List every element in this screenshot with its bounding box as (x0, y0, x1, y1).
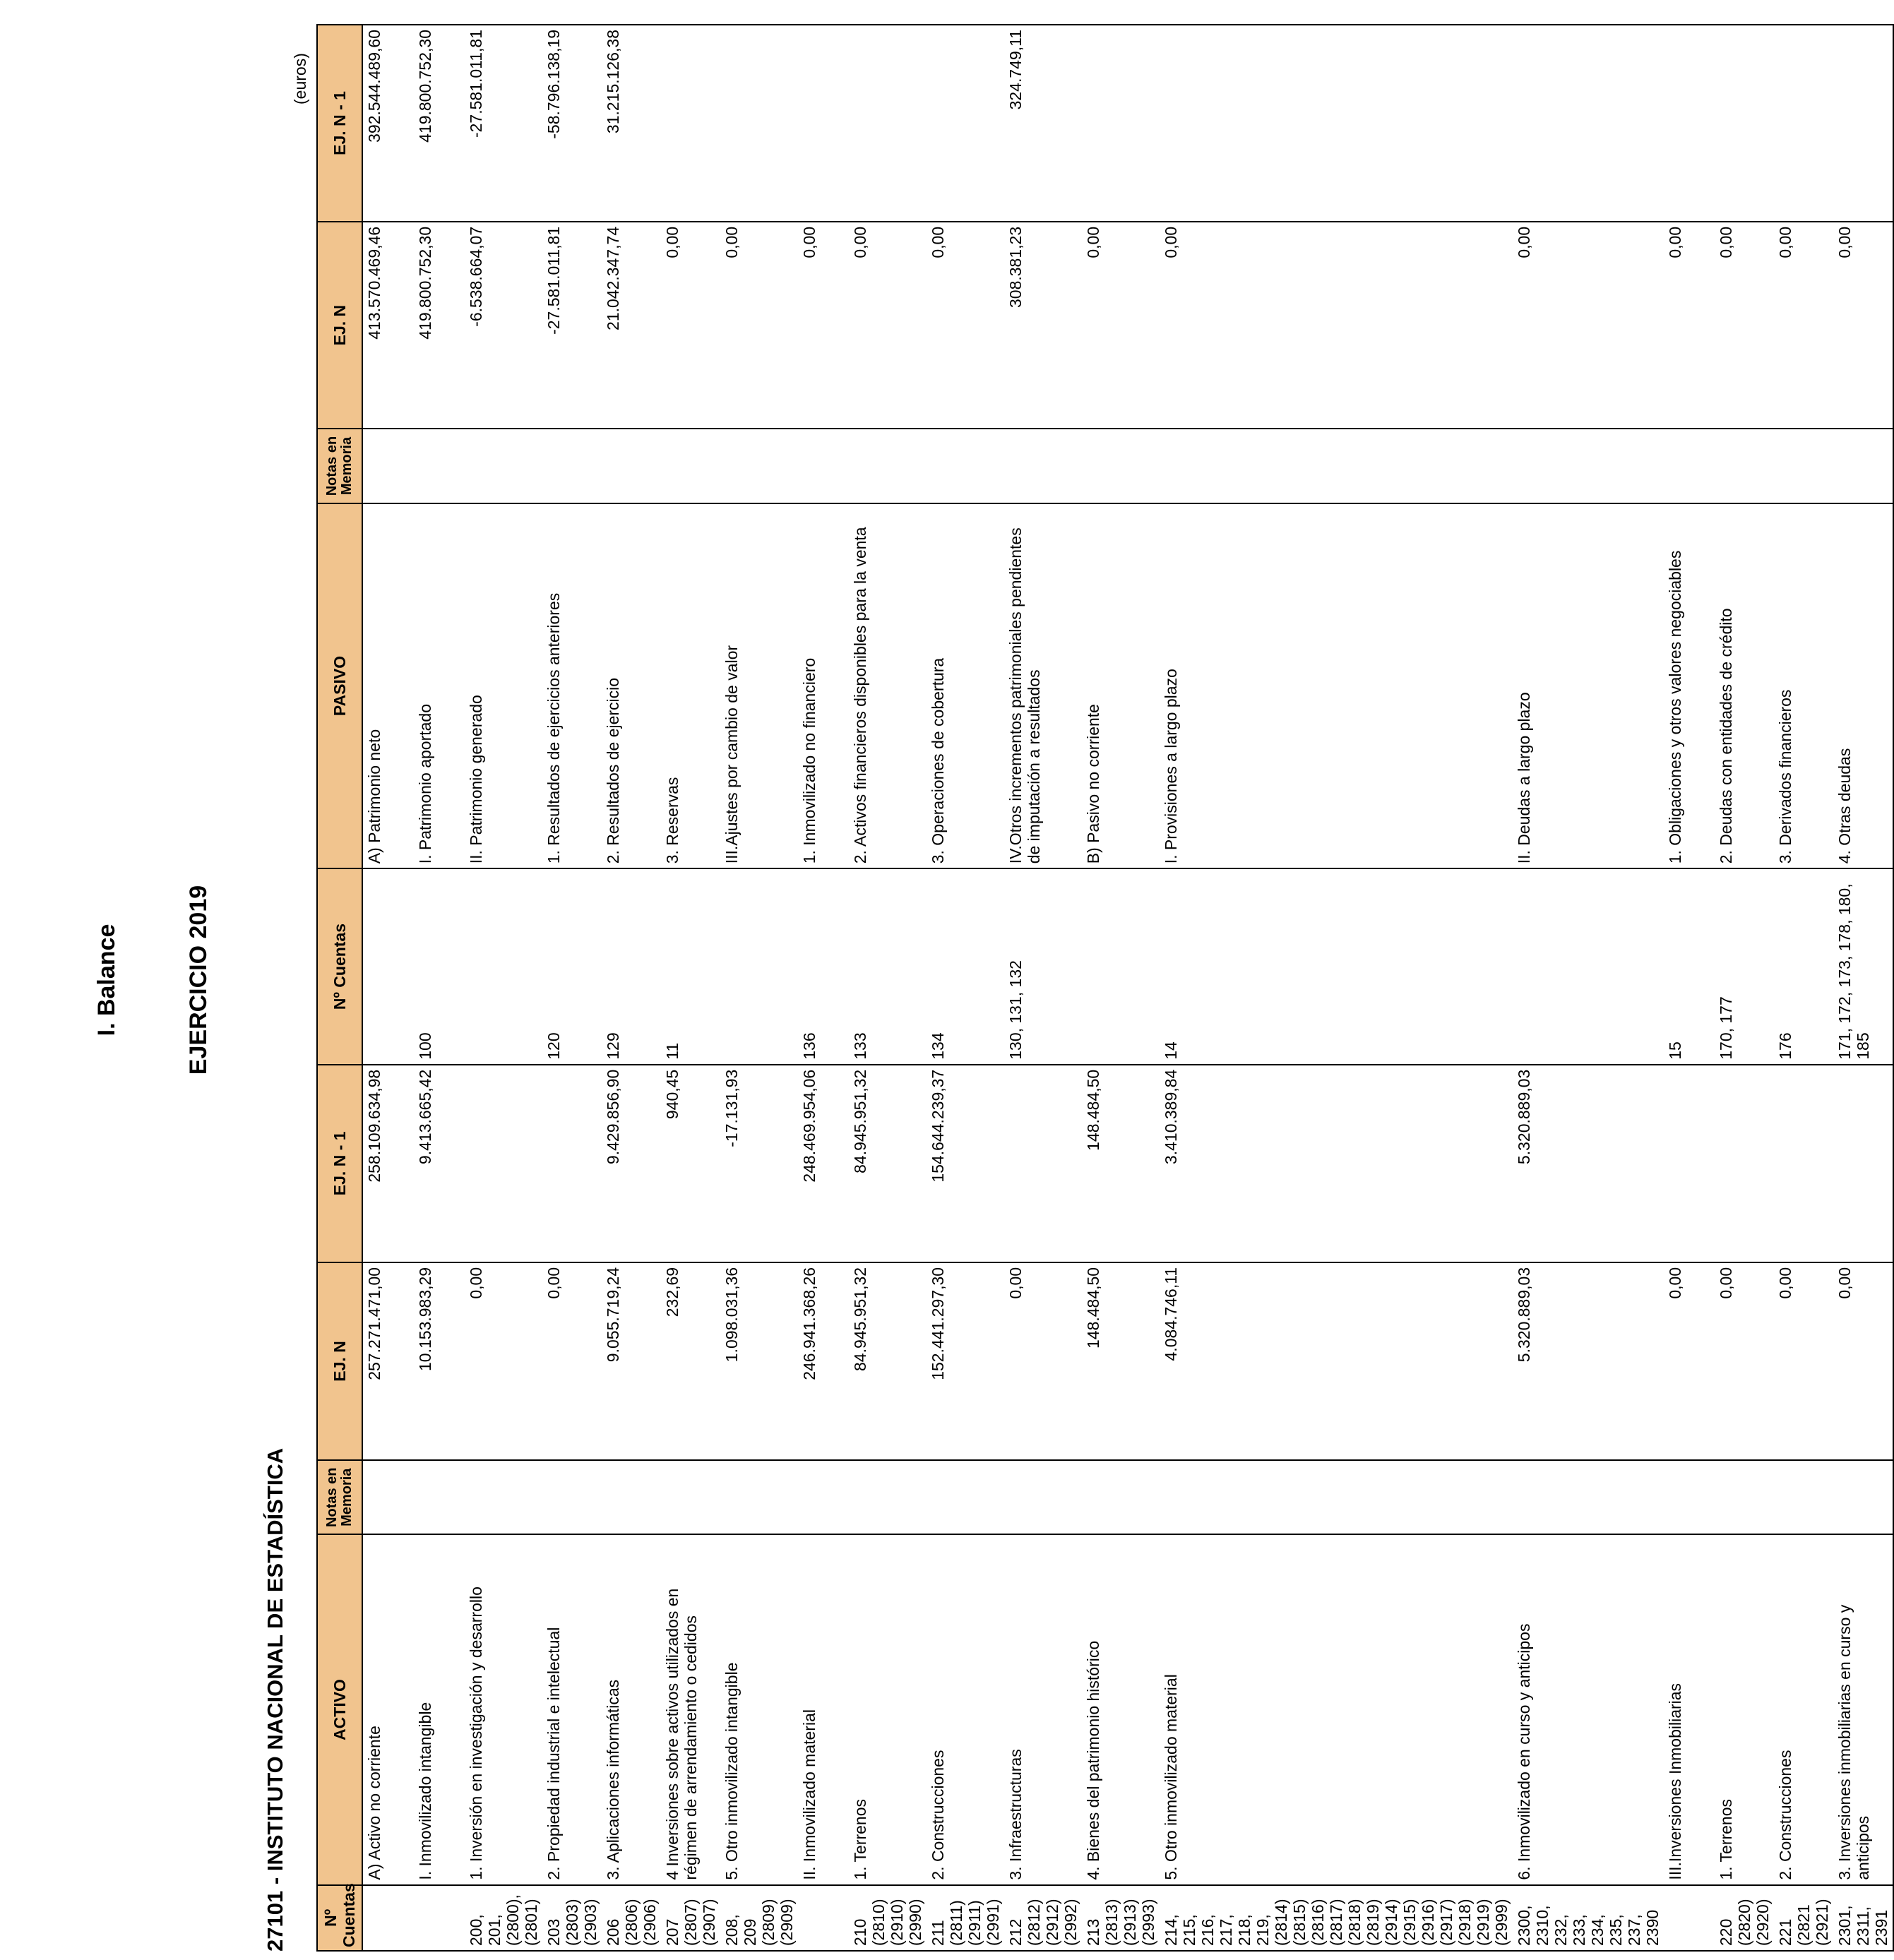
pasivo-cell: I. Patrimonio aportado (414, 503, 465, 869)
cuentas-pasivo-cell (1082, 868, 1160, 1064)
ej-n1-pasivo-cell (1664, 25, 1715, 222)
notas-activo-cell (1774, 1460, 1833, 1534)
table-row (927, 25, 1004, 1951)
ej-n-activo-cell: 0,00 (1774, 1262, 1833, 1460)
activo-cell: 1. Terrenos (1715, 1534, 1774, 1884)
pasivo-cell: II. Patrimonio generado (465, 503, 542, 869)
ej-n-activo-cell: 0,00 (1715, 1262, 1774, 1460)
pasivo-cell: IV.Otros incrementos patrimoniales pendientes de imputación a resultados (1004, 503, 1082, 869)
ej-n-activo-cell: 232,69 (661, 1262, 720, 1460)
table-row (602, 25, 661, 1951)
pasivo-cell: 1. Obligaciones y otros valores negociables (1664, 503, 1715, 869)
header-ej-n1-activo: EJ. N - 1 (317, 1065, 362, 1262)
cuentas-pasivo-cell: 136 (798, 868, 849, 1064)
cuentas-activo-cell: 220 (2820) (2920) (1715, 1885, 1774, 1951)
table-row (362, 25, 414, 1951)
ej-n-pasivo-cell: 0,00 (1664, 222, 1715, 429)
cuentas-activo-cell: 200, 201, (2800), (2801) (465, 1885, 542, 1951)
header-activo: ACTIVO (317, 1534, 362, 1884)
ej-n1-pasivo-cell (1082, 25, 1160, 222)
cuentas-activo-cell: 212 (2812) (2912) (2992) (1004, 1885, 1082, 1951)
cuentas-activo-cell: 214, 215, 216, 217, 218, 219, (2814) (2815) (2816) (2817) (2818) (2819) (2914) (2915) (2916) (2917) (2918) (2919) (2999) (1160, 1885, 1513, 1951)
activo-cell: 3. Infraestructuras (1004, 1534, 1082, 1884)
ej-n1-pasivo-cell: 419.800.752,30 (414, 25, 465, 222)
notas-activo-cell (542, 1460, 602, 1534)
ej-n-pasivo-cell: 0,00 (1160, 222, 1513, 429)
notas-pasivo-cell (1513, 429, 1664, 503)
ej-n1-activo-cell: 248.469.954,06 (798, 1065, 849, 1262)
ej-n-activo-cell: 0,00 (1664, 1262, 1715, 1460)
notas-activo-cell (798, 1460, 849, 1534)
ej-n1-activo-cell: 258.109.634,98 (362, 1065, 414, 1262)
notas-pasivo-cell (1082, 429, 1160, 503)
table-row (465, 25, 542, 1951)
notas-activo-cell (1833, 1460, 1893, 1534)
ej-n-activo-cell: 0,00 (465, 1262, 542, 1460)
cuentas-activo-cell (414, 1885, 465, 1951)
table-body (362, 25, 1893, 1951)
ej-n1-activo-cell (542, 1065, 602, 1262)
ej-n-pasivo-cell: 0,00 (1833, 222, 1893, 429)
pasivo-cell: 2. Resultados de ejercicio (602, 503, 661, 869)
cuentas-pasivo-cell: 120 (542, 868, 602, 1064)
notas-pasivo-cell (602, 429, 661, 503)
table-row (798, 25, 849, 1951)
table-row (1774, 25, 1833, 1951)
table-row (1715, 25, 1774, 1951)
ej-n-activo-cell: 257.271.471,00 (362, 1262, 414, 1460)
header-cuentas-pasivo: Nº Cuentas (317, 868, 362, 1064)
table-row (661, 25, 720, 1951)
ej-n-activo-cell: 0,00 (1833, 1262, 1893, 1460)
pasivo-cell: I. Provisiones a largo plazo (1160, 503, 1513, 869)
pasivo-cell: 1. Resultados de ejercicios anteriores (542, 503, 602, 869)
table-row (1082, 25, 1160, 1951)
notas-activo-cell (362, 1460, 414, 1534)
notas-pasivo-cell (362, 429, 414, 503)
ej-n1-pasivo-cell (1513, 25, 1664, 222)
pasivo-cell: 2. Deudas con entidades de crédito (1715, 503, 1774, 869)
activo-cell: 4. Bienes del patrimonio histórico (1082, 1534, 1160, 1884)
notas-activo-cell (927, 1460, 1004, 1534)
notas-pasivo-cell (1715, 429, 1774, 503)
table-row (1664, 25, 1715, 1951)
ej-n1-pasivo-cell: 324.749,11 (1004, 25, 1082, 222)
cuentas-pasivo-cell (362, 868, 414, 1064)
ej-n1-pasivo-cell: 392.544.489,60 (362, 25, 414, 222)
ej-n-pasivo-cell: 419.800.752,30 (414, 222, 465, 429)
cuentas-pasivo-cell: 15 (1664, 868, 1715, 1064)
pasivo-cell: II. Deudas a largo plazo (1513, 503, 1664, 869)
activo-cell: 3. Inversiones inmobiliarias en curso y anticipos (1833, 1534, 1893, 1884)
notas-pasivo-cell (542, 429, 602, 503)
notas-activo-cell (661, 1460, 720, 1534)
ej-n1-activo-cell (1774, 1065, 1833, 1262)
cuentas-pasivo-cell: 100 (414, 868, 465, 1064)
ej-n-activo-cell: 246.941.368,26 (798, 1262, 849, 1460)
activo-cell: 5. Otro inmovilizado material (1160, 1534, 1513, 1884)
cuentas-pasivo-cell: 129 (602, 868, 661, 1064)
notas-activo-cell (1160, 1460, 1513, 1534)
activo-cell: 1. Inversión en investigación y desarrollo (465, 1534, 542, 1884)
activo-cell: 1. Terrenos (849, 1534, 927, 1884)
ej-n-activo-cell: 148.484,50 (1082, 1262, 1160, 1460)
notas-activo-cell (414, 1460, 465, 1534)
ej-n-activo-cell: 5.320.889,03 (1513, 1262, 1664, 1460)
cuentas-pasivo-cell: 170, 177 (1715, 868, 1774, 1064)
notas-pasivo-cell (849, 429, 927, 503)
activo-cell: 3. Aplicaciones informáticas (602, 1534, 661, 1884)
ej-n-pasivo-cell: 0,00 (1513, 222, 1664, 429)
pasivo-cell: 2. Activos financieros disponibles para la venta (849, 503, 927, 869)
ej-n-pasivo-cell: 0,00 (849, 222, 927, 429)
activo-cell: 6. Inmovilizado en curso y anticipos (1513, 1534, 1664, 1884)
ej-n1-pasivo-cell (1833, 25, 1893, 222)
notas-pasivo-cell (1774, 429, 1833, 503)
ej-n-pasivo-cell: 0,00 (1774, 222, 1833, 429)
cuentas-activo-cell: 206 (2806) (2906) (602, 1885, 661, 1951)
ej-n1-activo-cell: -17.131,93 (720, 1065, 798, 1262)
ej-n1-activo-cell (1004, 1065, 1082, 1262)
notas-pasivo-cell (1833, 429, 1893, 503)
notas-pasivo-cell (661, 429, 720, 503)
notas-pasivo-cell (1004, 429, 1082, 503)
ej-n-pasivo-cell: 413.570.469,46 (362, 222, 414, 429)
pasivo-cell: III.Ajustes por cambio de valor (720, 503, 798, 869)
page-subtitle: EJERCICIO 2019 (185, 885, 212, 1075)
table-row (1004, 25, 1082, 1951)
ej-n1-activo-cell: 3.410.389,84 (1160, 1065, 1513, 1262)
table-row (542, 25, 602, 1951)
cuentas-activo-cell (362, 1885, 414, 1951)
activo-cell: III.Inversiones Inmobiliarias (1664, 1534, 1715, 1884)
ej-n-activo-cell: 1.098.031,36 (720, 1262, 798, 1460)
ej-n1-pasivo-cell (1715, 25, 1774, 222)
ej-n-pasivo-cell: -27.581.011,81 (542, 222, 602, 429)
pasivo-cell: 3. Derivados financieros (1774, 503, 1833, 869)
cuentas-activo-cell: 211 (2811) (2911) (2991) (927, 1885, 1004, 1951)
notas-pasivo-cell (720, 429, 798, 503)
ej-n1-pasivo-cell (927, 25, 1004, 222)
notas-activo-cell (1513, 1460, 1664, 1534)
cuentas-activo-cell (1664, 1885, 1715, 1951)
ej-n1-pasivo-cell: 31.215.126,38 (602, 25, 661, 222)
ej-n1-activo-cell: 84.945.951,32 (849, 1065, 927, 1262)
ej-n1-activo-cell (1833, 1065, 1893, 1262)
header-ej-n-activo: EJ. N (317, 1262, 362, 1460)
cuentas-pasivo-cell: 171, 172, 173, 178, 180, 185 (1833, 868, 1893, 1064)
notas-pasivo-cell (414, 429, 465, 503)
ej-n-pasivo-cell: 21.042.347,74 (602, 222, 661, 429)
cuentas-pasivo-cell: 130, 131, 132 (1004, 868, 1082, 1064)
cuentas-activo-cell: 208, 209 (2809) (2909) (720, 1885, 798, 1951)
ej-n1-pasivo-cell (1774, 25, 1833, 222)
units-label: (euros) (291, 53, 309, 104)
table-row (1160, 25, 1513, 1951)
cuentas-activo-cell: 2301, 2311, 2391 (1833, 1885, 1893, 1951)
ej-n-activo-cell: 9.055.719,24 (602, 1262, 661, 1460)
ej-n1-activo-cell (465, 1065, 542, 1262)
notas-pasivo-cell (1160, 429, 1513, 503)
cuentas-activo-cell: 2300, 2310, 232, 233, 234, 235, 237, 2390 (1513, 1885, 1664, 1951)
ej-n-pasivo-cell: 0,00 (1715, 222, 1774, 429)
ej-n-pasivo-cell: 0,00 (798, 222, 849, 429)
table-row (1833, 25, 1893, 1951)
table-row (1513, 25, 1664, 1951)
ej-n-activo-cell: 84.945.951,32 (849, 1262, 927, 1460)
ej-n-pasivo-cell: -6.538.664,07 (465, 222, 542, 429)
ej-n-activo-cell: 0,00 (1004, 1262, 1082, 1460)
ej-n1-activo-cell: 9.429.856,90 (602, 1065, 661, 1262)
notas-activo-cell (1082, 1460, 1160, 1534)
ej-n1-activo-cell: 5.320.889,03 (1513, 1065, 1664, 1262)
ej-n1-pasivo-cell (661, 25, 720, 222)
cuentas-activo-cell: 203 (2803) (2903) (542, 1885, 602, 1951)
ej-n-pasivo-cell: 0,00 (720, 222, 798, 429)
notas-activo-cell (1004, 1460, 1082, 1534)
notas-activo-cell (602, 1460, 661, 1534)
cuentas-activo-cell: 210 (2810) (2910) (2990) (849, 1885, 927, 1951)
ej-n1-pasivo-cell: -27.581.011,81 (465, 25, 542, 222)
cuentas-pasivo-cell (465, 868, 542, 1064)
ej-n1-activo-cell: 154.644.239,37 (927, 1065, 1004, 1262)
header-notas-pasivo: Notas en Memoria (317, 429, 362, 503)
table-header-row (317, 25, 362, 1951)
pasivo-cell: 4. Otras deudas (1833, 503, 1893, 869)
header-ej-n1-pasivo: EJ. N - 1 (317, 25, 362, 222)
pasivo-cell: 3. Reservas (661, 503, 720, 869)
table-row (414, 25, 465, 1951)
header-pasivo: PASIVO (317, 503, 362, 869)
activo-cell: 2. Construcciones (927, 1534, 1004, 1884)
notas-activo-cell (1715, 1460, 1774, 1534)
notas-activo-cell (1664, 1460, 1715, 1534)
ej-n1-pasivo-cell (1160, 25, 1513, 222)
pasivo-cell: 1. Inmovilizado no financiero (798, 503, 849, 869)
notas-activo-cell (849, 1460, 927, 1534)
cuentas-pasivo-cell (1513, 868, 1664, 1064)
cuentas-pasivo-cell (720, 868, 798, 1064)
ej-n1-activo-cell (1715, 1065, 1774, 1262)
cuentas-pasivo-cell: 134 (927, 868, 1004, 1064)
ej-n1-pasivo-cell (720, 25, 798, 222)
header-notas-activo: Notas en Memoria (317, 1460, 362, 1534)
ej-n1-pasivo-cell (798, 25, 849, 222)
notas-pasivo-cell (798, 429, 849, 503)
pasivo-cell: A) Patrimonio neto (362, 503, 414, 869)
activo-cell: 2. Propiedad industrial e intelectual (542, 1534, 602, 1884)
ej-n-activo-cell: 4.084.746,11 (1160, 1262, 1513, 1460)
activo-cell: 5. Otro inmovilizado intangible (720, 1534, 798, 1884)
notas-pasivo-cell (927, 429, 1004, 503)
ej-n-pasivo-cell: 308.381,23 (1004, 222, 1082, 429)
cuentas-activo-cell: 221 (2821 (2921) (1774, 1885, 1833, 1951)
activo-cell: 4 Inversiones sobre activos utilizados en régimen de arrendamiento o cedidos (661, 1534, 720, 1884)
ej-n-activo-cell: 152.441.297,30 (927, 1262, 1004, 1460)
ej-n1-activo-cell: 9.413.665,42 (414, 1065, 465, 1262)
organization-heading: 27101 - INSTITUTO NACIONAL DE ESTADÍSTICA (263, 1447, 287, 1952)
ej-n1-pasivo-cell (849, 25, 927, 222)
cuentas-activo-cell: 213 (2813) (2913) (2993) (1082, 1885, 1160, 1951)
ej-n1-pasivo-cell: -58.796.138,19 (542, 25, 602, 222)
ej-n1-activo-cell: 940,45 (661, 1065, 720, 1262)
table-row (849, 25, 927, 1951)
cuentas-activo-cell: 207 (2807) (2907) (661, 1885, 720, 1951)
ej-n-activo-cell: 10.153.983,29 (414, 1262, 465, 1460)
ej-n-pasivo-cell: 0,00 (1082, 222, 1160, 429)
notas-pasivo-cell (465, 429, 542, 503)
ej-n1-activo-cell: 148.484,50 (1082, 1065, 1160, 1262)
cuentas-activo-cell (798, 1885, 849, 1951)
cuentas-pasivo-cell: 133 (849, 868, 927, 1064)
header-ej-n-pasivo: EJ. N (317, 222, 362, 429)
notas-pasivo-cell (1664, 429, 1715, 503)
cuentas-pasivo-cell: 176 (1774, 868, 1833, 1064)
activo-cell: II. Inmovilizado material (798, 1534, 849, 1884)
cuentas-pasivo-cell: 11 (661, 868, 720, 1064)
page-title: I. Balance (93, 924, 120, 1036)
balance-table (316, 24, 1894, 1952)
activo-cell: A) Activo no corriente (362, 1534, 414, 1884)
ej-n-pasivo-cell: 0,00 (661, 222, 720, 429)
activo-cell: 2. Construcciones (1774, 1534, 1833, 1884)
activo-cell: I. Inmovilizado intangible (414, 1534, 465, 1884)
ej-n1-activo-cell (1664, 1065, 1715, 1262)
ej-n-activo-cell: 0,00 (542, 1262, 602, 1460)
header-cuentas-activo: Nº Cuentas (317, 1885, 362, 1951)
notas-activo-cell (465, 1460, 542, 1534)
pasivo-cell: B) Pasivo no corriente (1082, 503, 1160, 869)
ej-n-pasivo-cell: 0,00 (927, 222, 1004, 429)
notas-activo-cell (720, 1460, 798, 1534)
table-row (720, 25, 798, 1951)
pasivo-cell: 3. Operaciones de cobertura (927, 503, 1004, 869)
cuentas-pasivo-cell: 14 (1160, 868, 1513, 1064)
